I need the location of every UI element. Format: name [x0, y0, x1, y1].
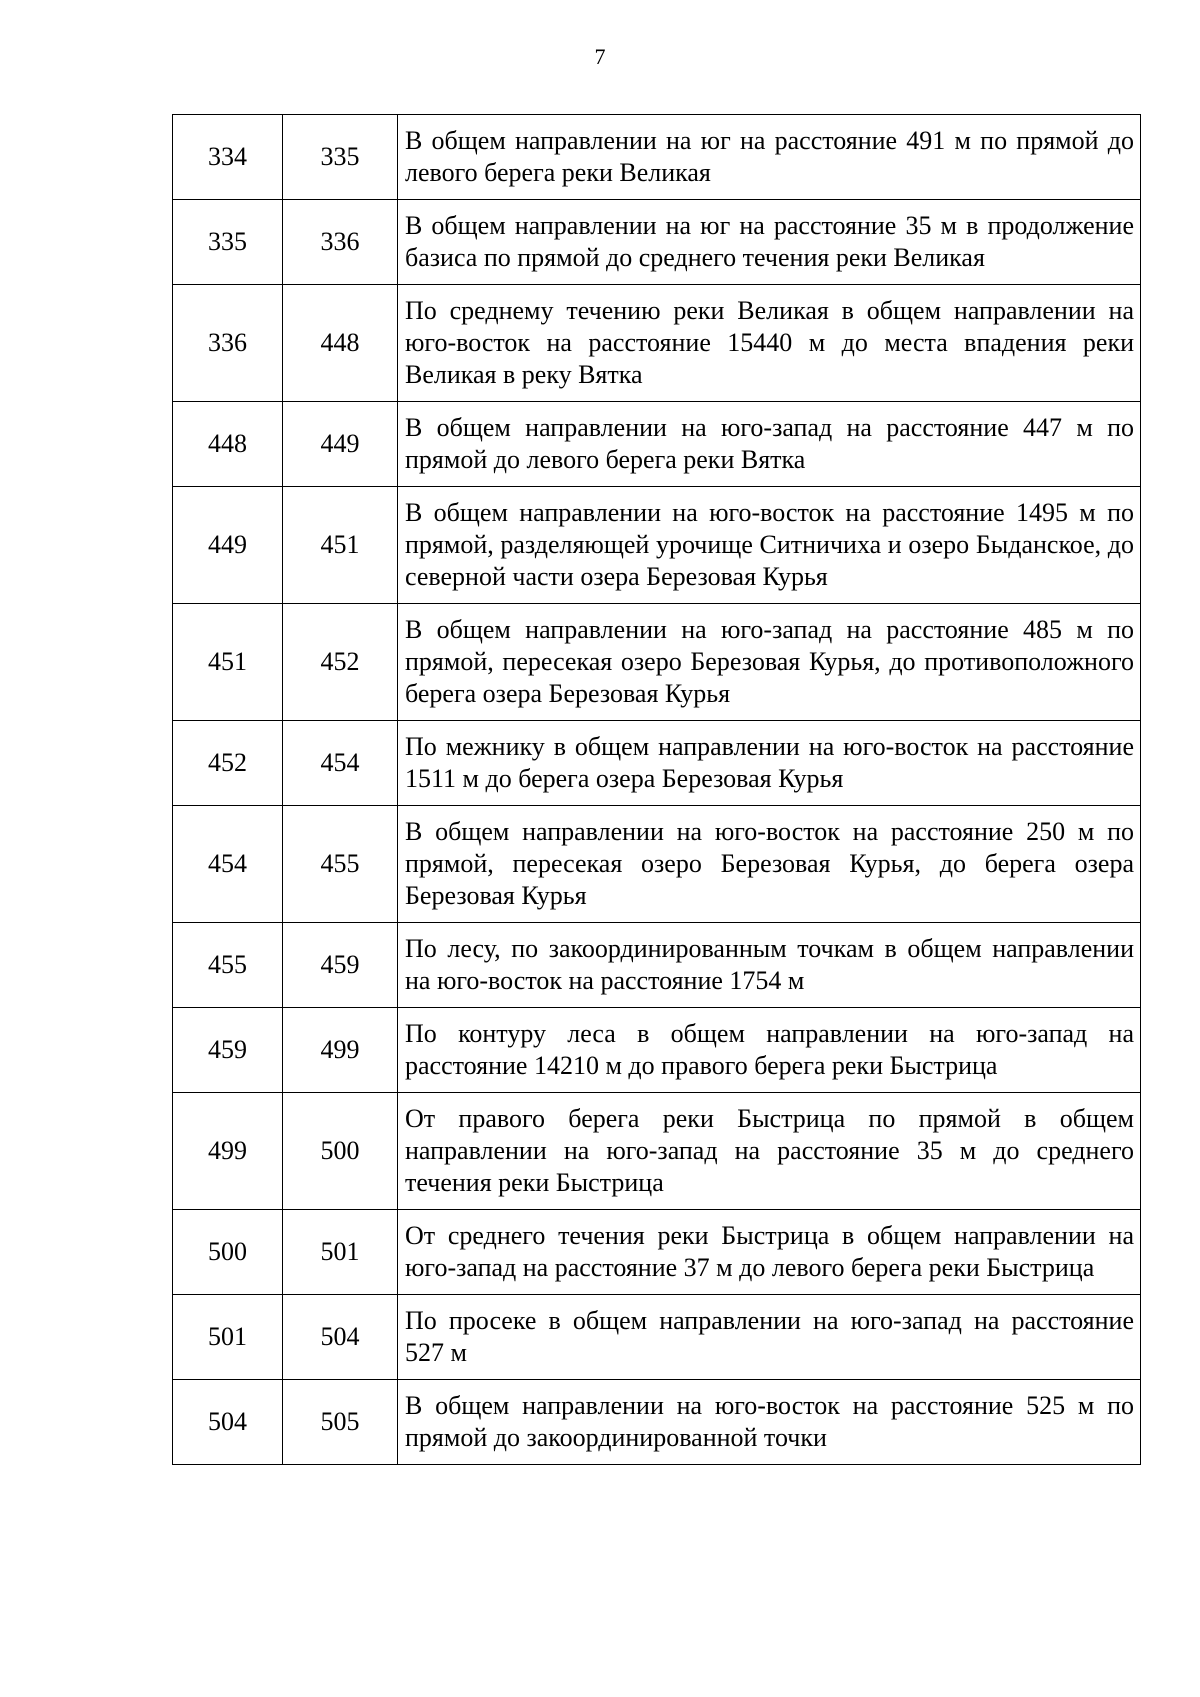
from-point-cell: 455	[173, 923, 283, 1008]
from-point-cell: 451	[173, 604, 283, 721]
description-cell: В общем направлении на юго-запад на расстояние 485 м по прямой, пересекая озеро Березовая Курья, до противоположного берега озера Березовая Курья	[398, 604, 1141, 721]
description-cell: По просеке в общем направлении на юго-запад на расстояние 527 м	[398, 1295, 1141, 1380]
table-row	[173, 806, 1141, 923]
table-row	[173, 487, 1141, 604]
description-cell: По лесу, по закоординированным точкам в общем направлении на юго-восток на расстояние 1754 м	[398, 923, 1141, 1008]
table-row	[173, 923, 1141, 1008]
description-cell: В общем направлении на юг на расстояние 35 м в продолжение базиса по прямой до среднего течения реки Великая	[398, 200, 1141, 285]
to-point-cell: 455	[283, 806, 398, 923]
to-point-cell: 335	[283, 115, 398, 200]
from-point-cell: 454	[173, 806, 283, 923]
from-point-cell: 335	[173, 200, 283, 285]
from-point-cell: 459	[173, 1008, 283, 1093]
description-cell: По контуру леса в общем направлении на юго-запад на расстояние 14210 м до правого берега реки Быстрица	[398, 1008, 1141, 1093]
description-cell: В общем направлении на юго-восток на расстояние 525 м по прямой до закоординированной точки	[398, 1380, 1141, 1465]
description-cell: От правого берега реки Быстрица по прямой в общем направлении на юго-запад на расстояние 35 м до среднего течения реки Быстрица	[398, 1093, 1141, 1210]
description-cell: По среднему течению реки Великая в общем направлении на юго-восток на расстояние 15440 м до места впадения реки Великая в реку Вятка	[398, 285, 1141, 402]
from-point-cell: 449	[173, 487, 283, 604]
table-row	[173, 1008, 1141, 1093]
table-row	[173, 115, 1141, 200]
from-point-cell: 336	[173, 285, 283, 402]
to-point-cell: 501	[283, 1210, 398, 1295]
page-number: 7	[594, 44, 606, 69]
to-point-cell: 500	[283, 1093, 398, 1210]
to-point-cell: 504	[283, 1295, 398, 1380]
table-row	[173, 200, 1141, 285]
from-point-cell: 501	[173, 1295, 283, 1380]
table-body	[173, 115, 1141, 1465]
from-point-cell: 504	[173, 1380, 283, 1465]
table-row	[173, 1380, 1141, 1465]
description-cell: В общем направлении на юг на расстояние 491 м по прямой до левого берега реки Великая	[398, 115, 1141, 200]
from-point-cell: 448	[173, 402, 283, 487]
description-cell: По межнику в общем направлении на юго-восток на расстояние 1511 м до берега озера Березовая Курья	[398, 721, 1141, 806]
to-point-cell: 454	[283, 721, 398, 806]
table-row	[173, 721, 1141, 806]
to-point-cell: 451	[283, 487, 398, 604]
to-point-cell: 499	[283, 1008, 398, 1093]
boundary-description-table	[172, 114, 1141, 1465]
description-cell: От среднего течения реки Быстрица в общем направлении на юго-запад на расстояние 37 м до левого берега реки Быстрица	[398, 1210, 1141, 1295]
to-point-cell: 505	[283, 1380, 398, 1465]
description-cell: В общем направлении на юго-запад на расстояние 447 м по прямой до левого берега реки Вятка	[398, 402, 1141, 487]
table-row	[173, 1295, 1141, 1380]
from-point-cell: 499	[173, 1093, 283, 1210]
from-point-cell: 452	[173, 721, 283, 806]
to-point-cell: 452	[283, 604, 398, 721]
to-point-cell: 459	[283, 923, 398, 1008]
table-row	[173, 402, 1141, 487]
table-row	[173, 1093, 1141, 1210]
to-point-cell: 449	[283, 402, 398, 487]
description-cell: В общем направлении на юго-восток на расстояние 250 м по прямой, пересекая озеро Березовая Курья, до берега озера Березовая Курья	[398, 806, 1141, 923]
description-cell: В общем направлении на юго-восток на расстояние 1495 м по прямой, разделяющей урочище Ситничиха и озеро Быданское, до северной части озера Березовая Курья	[398, 487, 1141, 604]
from-point-cell: 500	[173, 1210, 283, 1295]
to-point-cell: 336	[283, 200, 398, 285]
table-row	[173, 604, 1141, 721]
from-point-cell: 334	[173, 115, 283, 200]
to-point-cell: 448	[283, 285, 398, 402]
table-row	[173, 285, 1141, 402]
table-row	[173, 1210, 1141, 1295]
